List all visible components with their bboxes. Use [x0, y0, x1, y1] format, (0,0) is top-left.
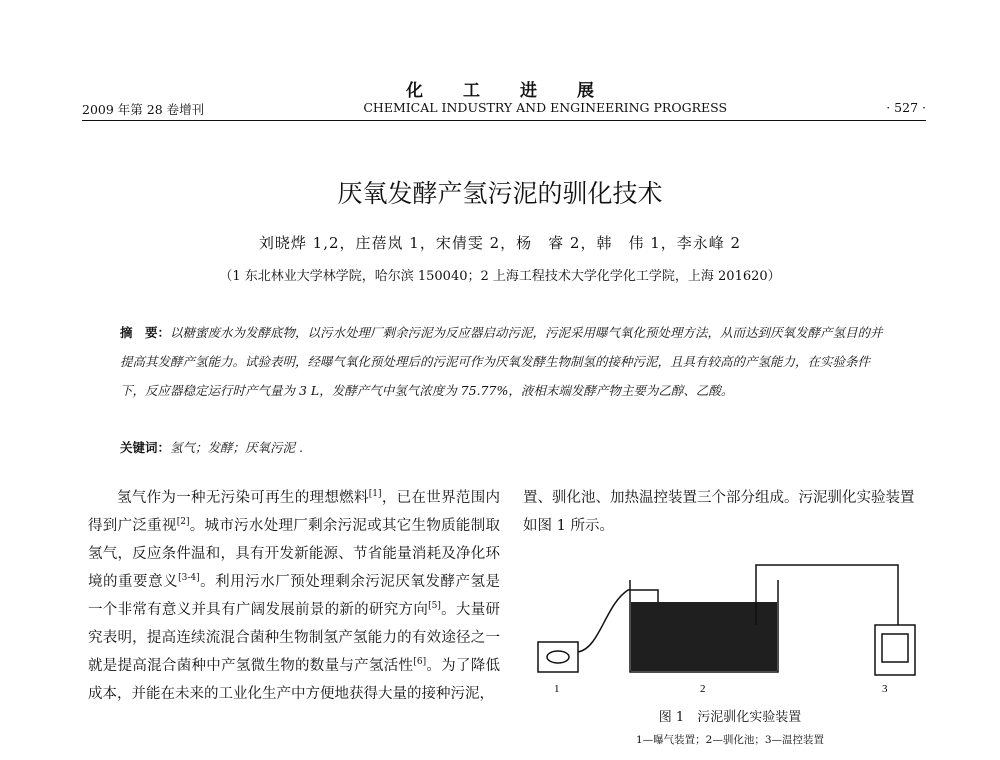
keywords-label: 关键词： [120, 440, 171, 455]
citation: [3-4] [178, 573, 200, 584]
journal-name-english: CHEMICAL INDUSTRY AND ENGINEERING PROGRESS [363, 100, 728, 115]
header-rule [82, 120, 926, 121]
citation: [5] [428, 601, 441, 612]
figure-label: 1 [554, 683, 560, 695]
apparatus-figure [530, 560, 930, 710]
body-paragraph: 置、驯化池、加热温控装置三个部分组成。污泥驯化实验装置如图 1 所示。 [523, 490, 915, 534]
figure-label: 3 [882, 683, 888, 695]
citation: [6] [413, 657, 427, 668]
citation: [1] [368, 489, 382, 500]
figure-label: 2 [700, 683, 706, 695]
page-number: · 527 · [886, 100, 926, 115]
body-column-right [523, 484, 927, 540]
body-paragraph: 氢气作为一种无污染可再生的理想燃料[1]，已在世界范围内得到广泛重视[2]。城市污水处理厂剩余污泥或其它生物质能制取氢气，反应条件温和，具有开发新能源、节省能量消耗及净化环境的重要意义[3-4]。利用污水厂预处理剩余污泥厌氧发酵产氢是一个非常有意义并具有广阔发展前景的新的研究方向[5]。大量研究表明，提高连续流混合菌种生物制氢产氢能力的有效途径之一就是提高混合菌种中产氢微生物的数量与产氢活性[6]。为了降低成本，并能在未来的工业化生产中方便地获得大量的接种污泥， [88, 489, 501, 702]
keywords [120, 438, 890, 456]
affiliations: （1 东北林业大学林学院，哈尔滨 150040；2 上海工程技术大学化学化工学院，上海 201620） [219, 269, 781, 284]
issue-info: 2009 年第 28 卷增刊 [82, 102, 205, 117]
keywords-text: 氢气；发酵；厌氧污泥 . [170, 440, 303, 455]
paper-title: 厌氧发酵产氢污泥的驯化技术 [337, 179, 663, 208]
temperature-controller [875, 625, 915, 675]
abstract-label: 摘 要： [120, 325, 171, 340]
aeration-device [538, 642, 578, 672]
figure-caption: 图 1 污泥驯化实验装置 [658, 710, 802, 725]
figure-legend: 1—曝气装置；2—驯化池；3—温控装置 [635, 734, 825, 746]
author-list: 刘晓烨 1,2，庄蓓岚 1，宋倩雯 2，杨 睿 2，韩 伟 1，李永峰 2 [258, 234, 742, 252]
journal-name-chinese: 化工进展 [406, 81, 634, 101]
citation: [2] [176, 517, 190, 528]
abstract-text: 以糖蜜废水为发酵底物，以污水处理厂剩余污泥为反应器启动污泥，污泥采用曝气氧化预处理方法，从而达到厌氧发酵产氢目的并提高其发酵产氢能力。试验表明，经曝气氧化预处理后的污泥可作为厌氧发酵生物制氢的接种污泥，且具有较高的产氢能力，在实验条件下，反应器稳定运行时产气量为 3 L，发酵产气中氢气浓度为 75.77%，液相末端发酵产物主要为乙醇、乙酸。 [120, 325, 883, 398]
body-column-left [88, 484, 500, 708]
running-header [82, 100, 926, 118]
abstract [120, 318, 890, 405]
